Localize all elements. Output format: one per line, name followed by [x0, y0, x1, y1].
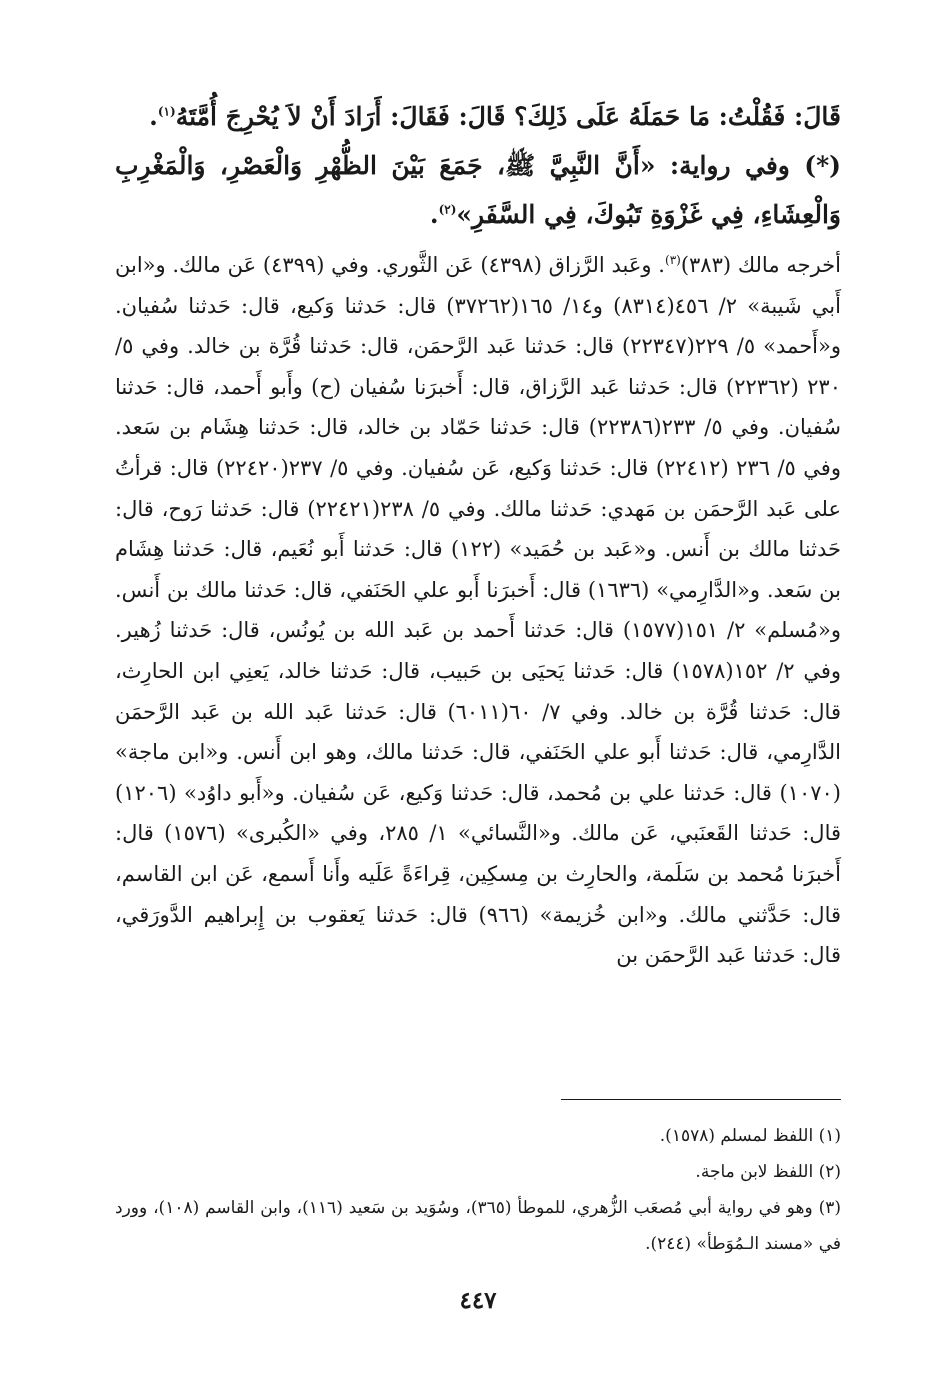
takhrij-start: أخرجه مالك (٣٨٣): [680, 253, 841, 277]
page-number: ٤٤٧: [459, 1287, 497, 1314]
book-page: [115, 92, 841, 1352]
hadith-text: [115, 92, 841, 239]
footnote-ref-2: (٢): [438, 202, 457, 217]
footnote-1: (١) اللفظ لمسلم (١٥٧٨).: [659, 1126, 841, 1146]
footnote-separator: [561, 1099, 841, 1100]
footnote-2: (٢) اللفظ لابن ماجة.: [695, 1162, 841, 1182]
footnote-ref-1: (١): [157, 104, 176, 119]
hadith-line-2-text: (*) وفي رواية: «أَنَّ النَّبِيَّ ﷺ، جَمَعَ بَيْنَ الظُّهْرِ وَالْعَصْرِ، وَالْمَغْرِبِ وَالْعِشَاءِ، فِي غَزْوَةِ تَبُوكَ، فِي السَّفَرِ»: [115, 151, 841, 229]
takhrij-body: . وعَبد الرَّزاق (٤٣٩٨) عَن الثَّوري. وفي (٤٣٩٩) عَن مالك. و«ابن أَبي شَيبة» ٢/ ٤٥٦(٨٣١٤) و١٤/ ١٦٥(٣٧٢٦٢) قال: حَدثنا وَكيع، قال: حَدثنا سُفيان. و«أَحمد» ٥/ ٢٢٩(٢٢٣٤٧) قال: حَدثنا عَبد الرَّحمَن، قال: حَدثنا قُرَّة بن خالد. وفي ٥/ ٢٣٠ (٢٢٣٦٢) قال: حَدثنا عَبد الرَّزاق، قال: أَخبرَنا سُفيان (ح) وأَبو أَحمد، قال: حَدثنا سُفيان. وفي ٥/ ٢٣٣(٢٢٣٨٦) قال: حَدثنا حَمّاد بن خالد، قال: حَدثنا هِشَام بن سَعد. وفي ٥/ ٢٣٦ (٢٢٤١٢) قال: حَدثنا وَكيع، عَن سُفيان. وفي ٥/ ٢٣٧(٢٢٤٢٠) قال: قرأتُ على عَبد الرَّحمَن بن مَهدي: حَدثنا مالك. وفي ٥/ ٢٣٨(٢٢٤٢١) قال: حَدثنا رَوح، قال: حَدثنا مالك بن أَنس. و«عَبد بن حُمَيد» (١٢٢) قال: حَدثنا أَبو نُعَيم، قال: حَدثنا هِشَام بن سَعد. و«الدَّارِمي» (١٦٣٦) قال: أَخبرَنا أَبو علي الحَنَفي، قال: حَدثنا مالك بن أَنس. و«مُسلم» ٢/ ١٥١(١٥٧٧) قال: حَدثنا أَحمد بن عَبد الله بن يُونُس، قال: حَدثنا زُهير. وفي ٢/ ١٥٢(١٥٧٨) قال: حَدثنا يَحيَى بن حَبيب، قال: حَدثنا خالد، يَعنِي ابن الحارِث، قال: حَدثنا قُرَّة بن خالد. وفي ٧/ ٦٠(٦٠١١) قال: حَدثنا عَبد الله بن عَبد الرَّحمَن الدَّارِمي، قال: حَدثنا أَبو علي الحَنَفي، قال: حَدثنا مالك، وهو ابن أَنس. و«ابن ماجة» (١٠٧٠) قال: حَدثنا علي بن مُحمد، قال: حَدثنا وَكيع، عَن سُفيان. و«أَبو داوُد» (١٢٠٦) قال: حَدثنا القَعنَبي، عَن مالك. و«النَّسائي» ١/ ٢٨٥، وفي «الكُبرى» (١٥٧٦) قال: أَخبرَنا مُحمد بن سَلَمة، والحارِث بن مِسكِين، قِراءَةً عَلَيه وأَنا أَسمع، عَن ابن القاسم، قال: حَدَّثني مالك. و«ابن خُزيمة» (٩٦٦) قال: حَدثنا يَعقوب بن إِبراهيم الدَّورَقي، قال: حَدثنا عَبد الرَّحمَن بن: [115, 253, 842, 968]
takhrij-text: [115, 245, 841, 976]
hadith-line-1: [115, 92, 841, 141]
takhrij-paragraph: [115, 245, 841, 976]
hadith-variant-narration: [115, 141, 841, 239]
hadith-line-1-end: .: [149, 102, 158, 131]
hadith-line-1-text: قَالَ: فَقُلْتُ: مَا حَمَلَهُ عَلَى ذَلِكَ؟ قَالَ: فَقَالَ: أَرَادَ أَنْ لاَ يُحْرِجَ أُمَّتَهُ: [175, 102, 841, 131]
footnote-3: (٣) وهو في رواية أبي مُصعَب الزُّهري، للموطأ (٣٦٥)، وسُوَيد بن سَعيد (١١٦)، وابن القاسم (١٠٨)، وورد في «مسند الـمُوَطأ» (٢٤٤).: [115, 1198, 842, 1254]
hadith-line-2-end: .: [429, 200, 439, 229]
footnote-ref-3: (٣): [665, 253, 681, 267]
footnotes: [115, 1118, 841, 1262]
